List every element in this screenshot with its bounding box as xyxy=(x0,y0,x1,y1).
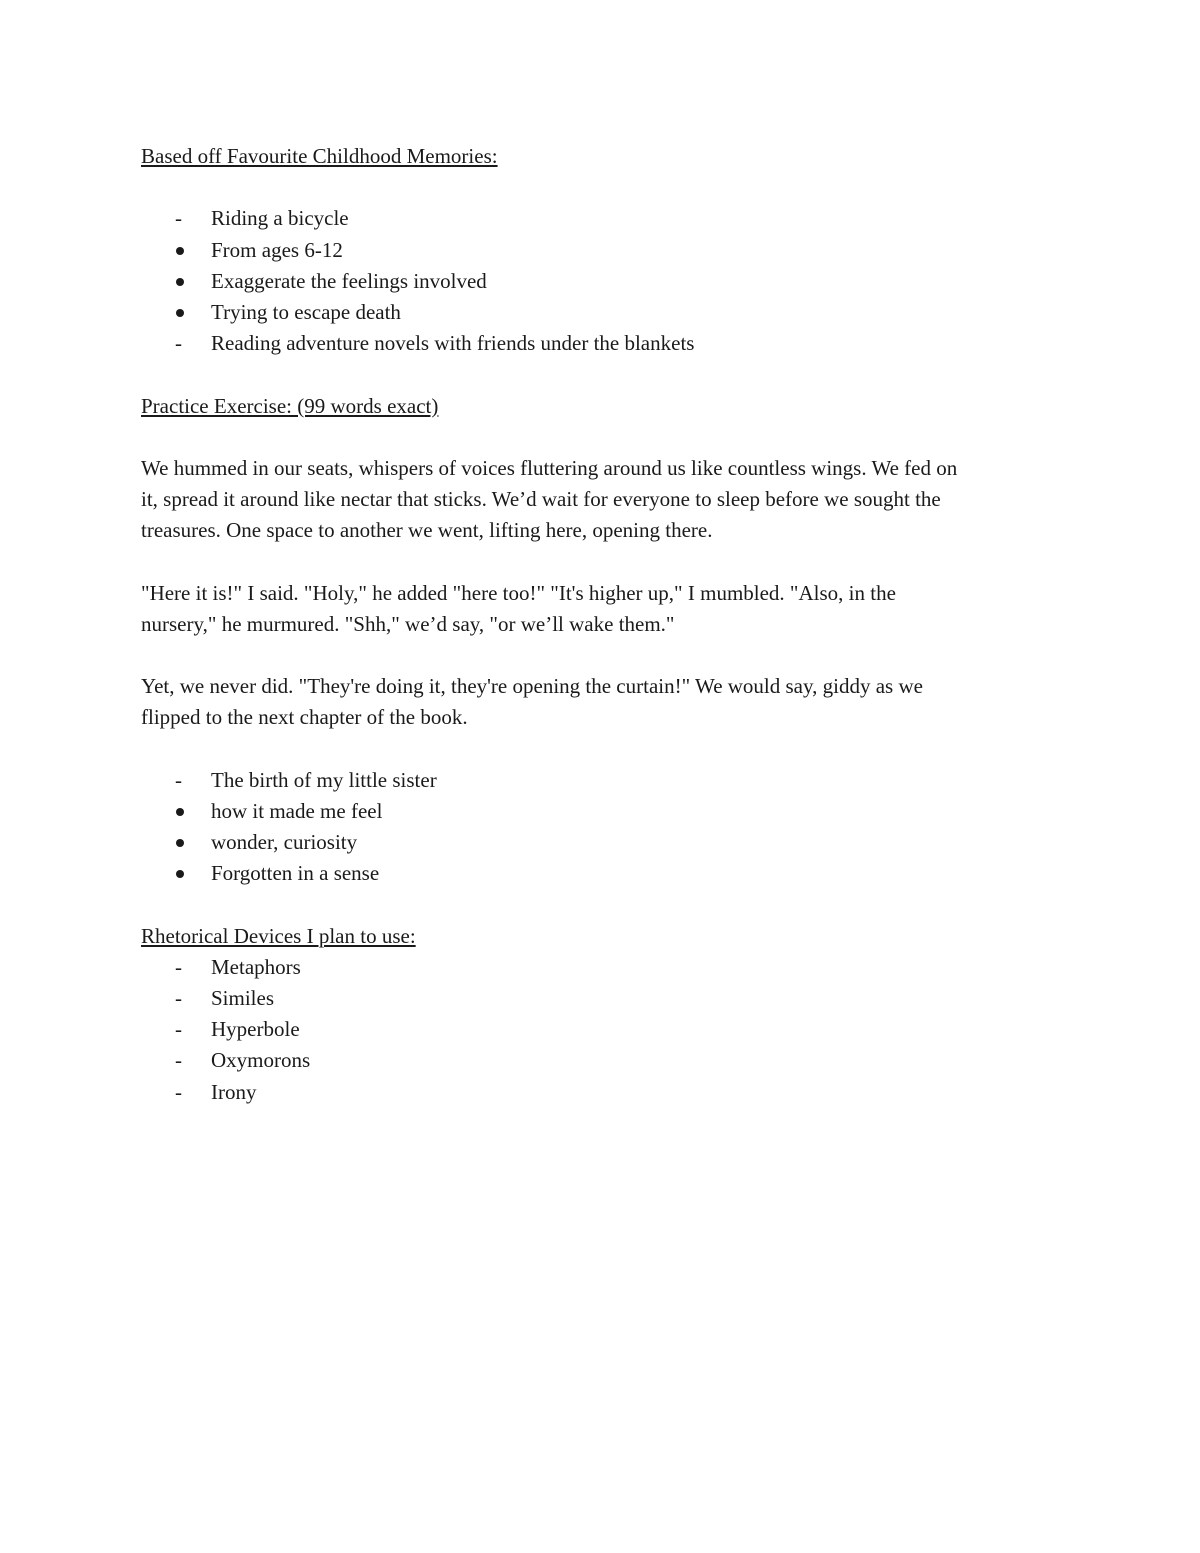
dash-marker xyxy=(175,203,195,234)
list-item xyxy=(141,765,1071,796)
paragraph-line: We hummed in our seats, whispers of voices fluttering around us like countless wings. We fed on xyxy=(141,455,958,480)
heading-practice-exercise: Practice Exercise: (99 words exact) xyxy=(141,393,439,418)
paragraph-2 xyxy=(141,578,1071,640)
dash-marker xyxy=(175,328,195,359)
spacer xyxy=(141,172,1071,203)
list-item-text: The birth of my little sister xyxy=(211,767,437,792)
paragraph-line: treasures. One space to another we went, lifting here, opening there. xyxy=(141,518,713,543)
paragraph-line: Yet, we never did. "They're doing it, they're opening the curtain!" We would say, giddy as we xyxy=(141,674,923,699)
spacer xyxy=(141,546,1071,577)
spacer xyxy=(141,734,1071,765)
list-item xyxy=(141,203,1071,234)
list-item-text: how it made me feel xyxy=(211,798,383,823)
list-item xyxy=(141,1045,1071,1076)
dash-marker xyxy=(175,765,195,796)
paragraph-line: it, spread it around like nectar that sticks. We’d wait for everyone to sleep before we sought the xyxy=(141,487,941,512)
list-item xyxy=(141,266,1071,297)
spacer xyxy=(141,422,1071,453)
sister-list xyxy=(141,765,1071,890)
list-item-text: Irony xyxy=(211,1079,257,1104)
list-item xyxy=(141,983,1071,1014)
spacer xyxy=(141,359,1071,390)
dash-marker xyxy=(175,983,195,1014)
paragraph-line: nursery," he murmured. "Shh," we’d say, "or we’ll wake them." xyxy=(141,611,675,636)
list-item-text: Forgotten in a sense xyxy=(211,861,380,886)
list-item-text: Riding a bicycle xyxy=(211,206,349,231)
list-item-text: wonder, curiosity xyxy=(211,830,358,855)
paragraph-line: flipped to the next chapter of the book. xyxy=(141,705,468,730)
memories-list xyxy=(141,203,1071,359)
paragraph-1 xyxy=(141,453,1071,547)
spacer xyxy=(141,640,1071,671)
list-item xyxy=(141,297,1071,328)
list-item xyxy=(141,827,1071,858)
list-item xyxy=(141,796,1071,827)
list-item-text: Metaphors xyxy=(211,954,301,979)
list-item-text: Oxymorons xyxy=(211,1048,311,1073)
paragraph-line: "Here it is!" I said. "Holy," he added "here too!" "It's higher up," I mumbled. "Also, in the xyxy=(141,580,896,605)
spacer xyxy=(141,890,1071,921)
list-item xyxy=(141,235,1071,266)
dash-marker xyxy=(175,1014,195,1045)
dash-marker xyxy=(175,1077,195,1108)
heading-childhood-memories: Based off Favourite Childhood Memories: xyxy=(141,144,498,168)
document-page xyxy=(141,141,1071,1108)
dash-marker xyxy=(175,952,195,983)
list-item xyxy=(141,1014,1071,1045)
list-item-text: Trying to escape death xyxy=(211,299,401,324)
rhetorical-devices-list xyxy=(141,952,1071,1108)
list-item xyxy=(141,858,1071,889)
list-item xyxy=(141,328,1071,359)
list-item xyxy=(141,952,1071,983)
paragraph-3 xyxy=(141,671,1071,733)
list-item xyxy=(141,1077,1071,1108)
list-item-text: From ages 6-12 xyxy=(211,237,343,262)
list-item-text: Hyperbole xyxy=(211,1017,300,1042)
list-item-text: Exaggerate the feelings involved xyxy=(211,268,487,293)
list-item-text: Similes xyxy=(211,986,275,1011)
list-item-text: Reading adventure novels with friends under the blankets xyxy=(211,331,695,356)
heading-rhetorical-devices: Rhetorical Devices I plan to use: xyxy=(141,923,416,948)
dash-marker xyxy=(175,1045,195,1076)
